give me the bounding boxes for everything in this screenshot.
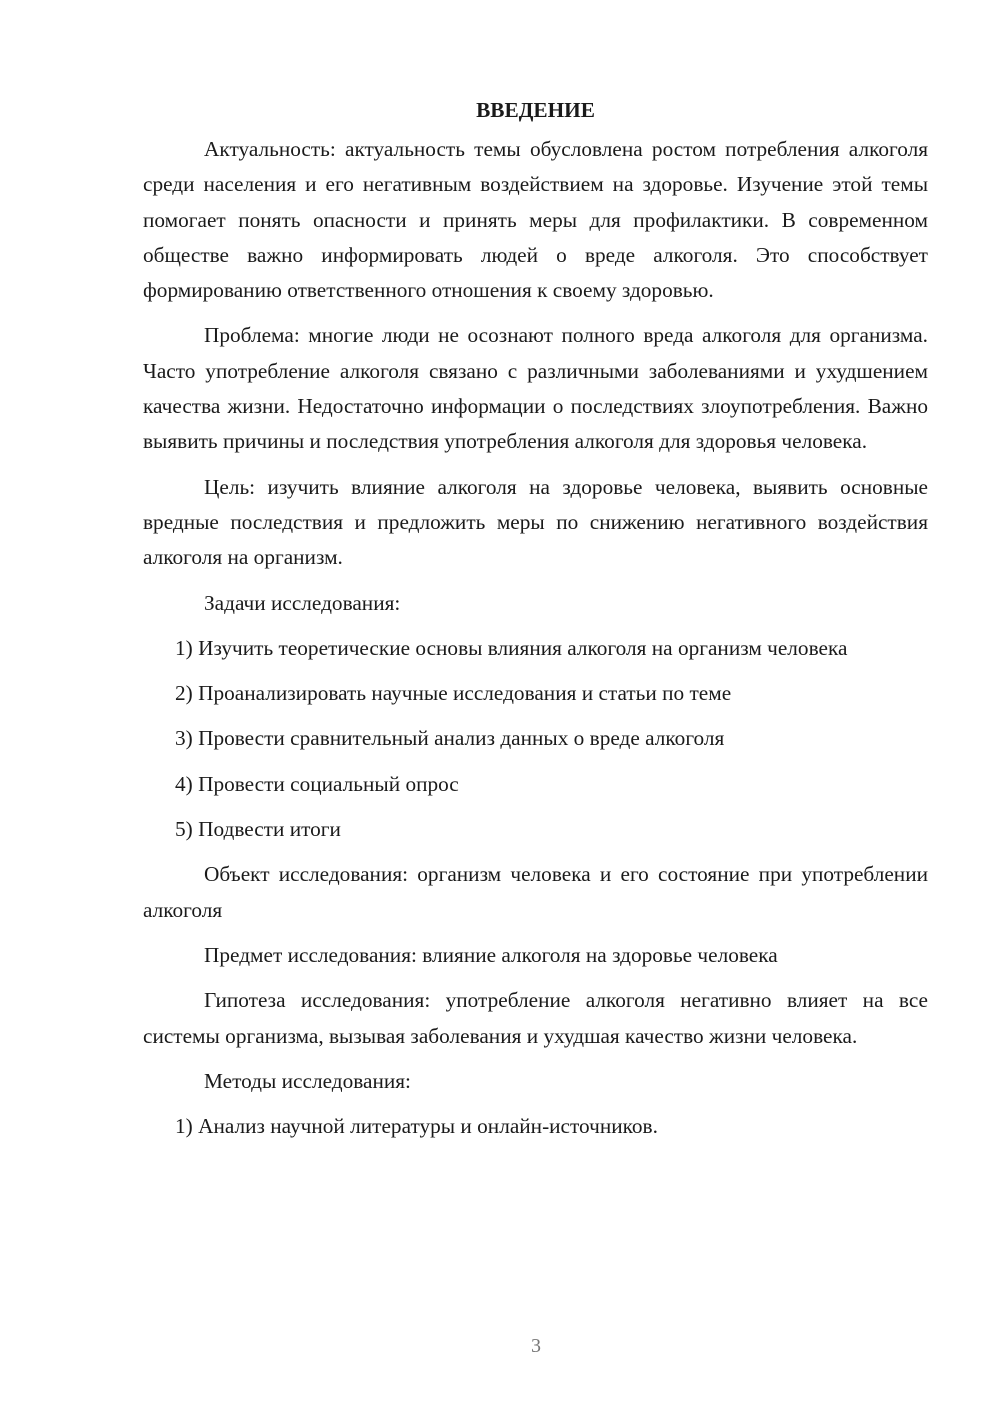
hypothesis-paragraph: Гипотеза исследования: употребление алкоголя негативно влияет на все системы организма, вызывая заболевания и ухудшая качество жизни человека. <box>143 988 928 1048</box>
task-item: 1) Изучить теоретические основы влияния алкоголя на организм человека <box>175 635 848 660</box>
task-item: 3) Провести сравнительный анализ данных о вреде алкоголя <box>175 726 725 751</box>
page-number: 3 <box>531 1335 541 1357</box>
goal-paragraph: Цель: изучить влияние алкоголя на здоровье человека, выявить основные вредные последствия и предложить меры по снижению негативного воздействия алкоголя на организм. <box>143 474 928 570</box>
method-item: 1) Анализ научной литературы и онлайн-источников. <box>175 1114 658 1139</box>
tasks-heading: Задачи исследования: <box>204 590 401 615</box>
document-page <box>143 92 928 1154</box>
object-paragraph: Объект исследования: организм человека и его состояние при употреблении алкоголя <box>143 862 928 922</box>
task-item: 5) Подвести итоги <box>175 817 341 842</box>
relevance-paragraph: Актуальность: актуальность темы обусловлена ростом потребления алкоголя среди населения и его негативным воздействием на здоровье. Изучение этой темы помогает понять опасности и принять меры для профилактики. В современном обществе важно информировать людей о вреде алкоголя. Это способствует формированию ответственного отношения к своему здоровью. <box>143 137 928 303</box>
section-title: ВВЕДЕНИЕ <box>476 98 595 122</box>
problem-paragraph: Проблема: многие люди не осознают полного вреда алкоголя для организма. Часто употребление алкоголя связано с различными заболеваниями и ухудшением качества жизни. Недостаточно информации о последствиях злоупотребления. Важно выявить причины и последствия употребления алкоголя для здоровья человека. <box>143 323 928 454</box>
methods-heading: Методы исследования: <box>204 1068 411 1093</box>
task-item: 2) Проанализировать научные исследования и статьи по теме <box>175 681 732 706</box>
subject-paragraph: Предмет исследования: влияние алкоголя на здоровье человека <box>204 942 778 967</box>
task-item: 4) Провести социальный опрос <box>175 771 459 796</box>
